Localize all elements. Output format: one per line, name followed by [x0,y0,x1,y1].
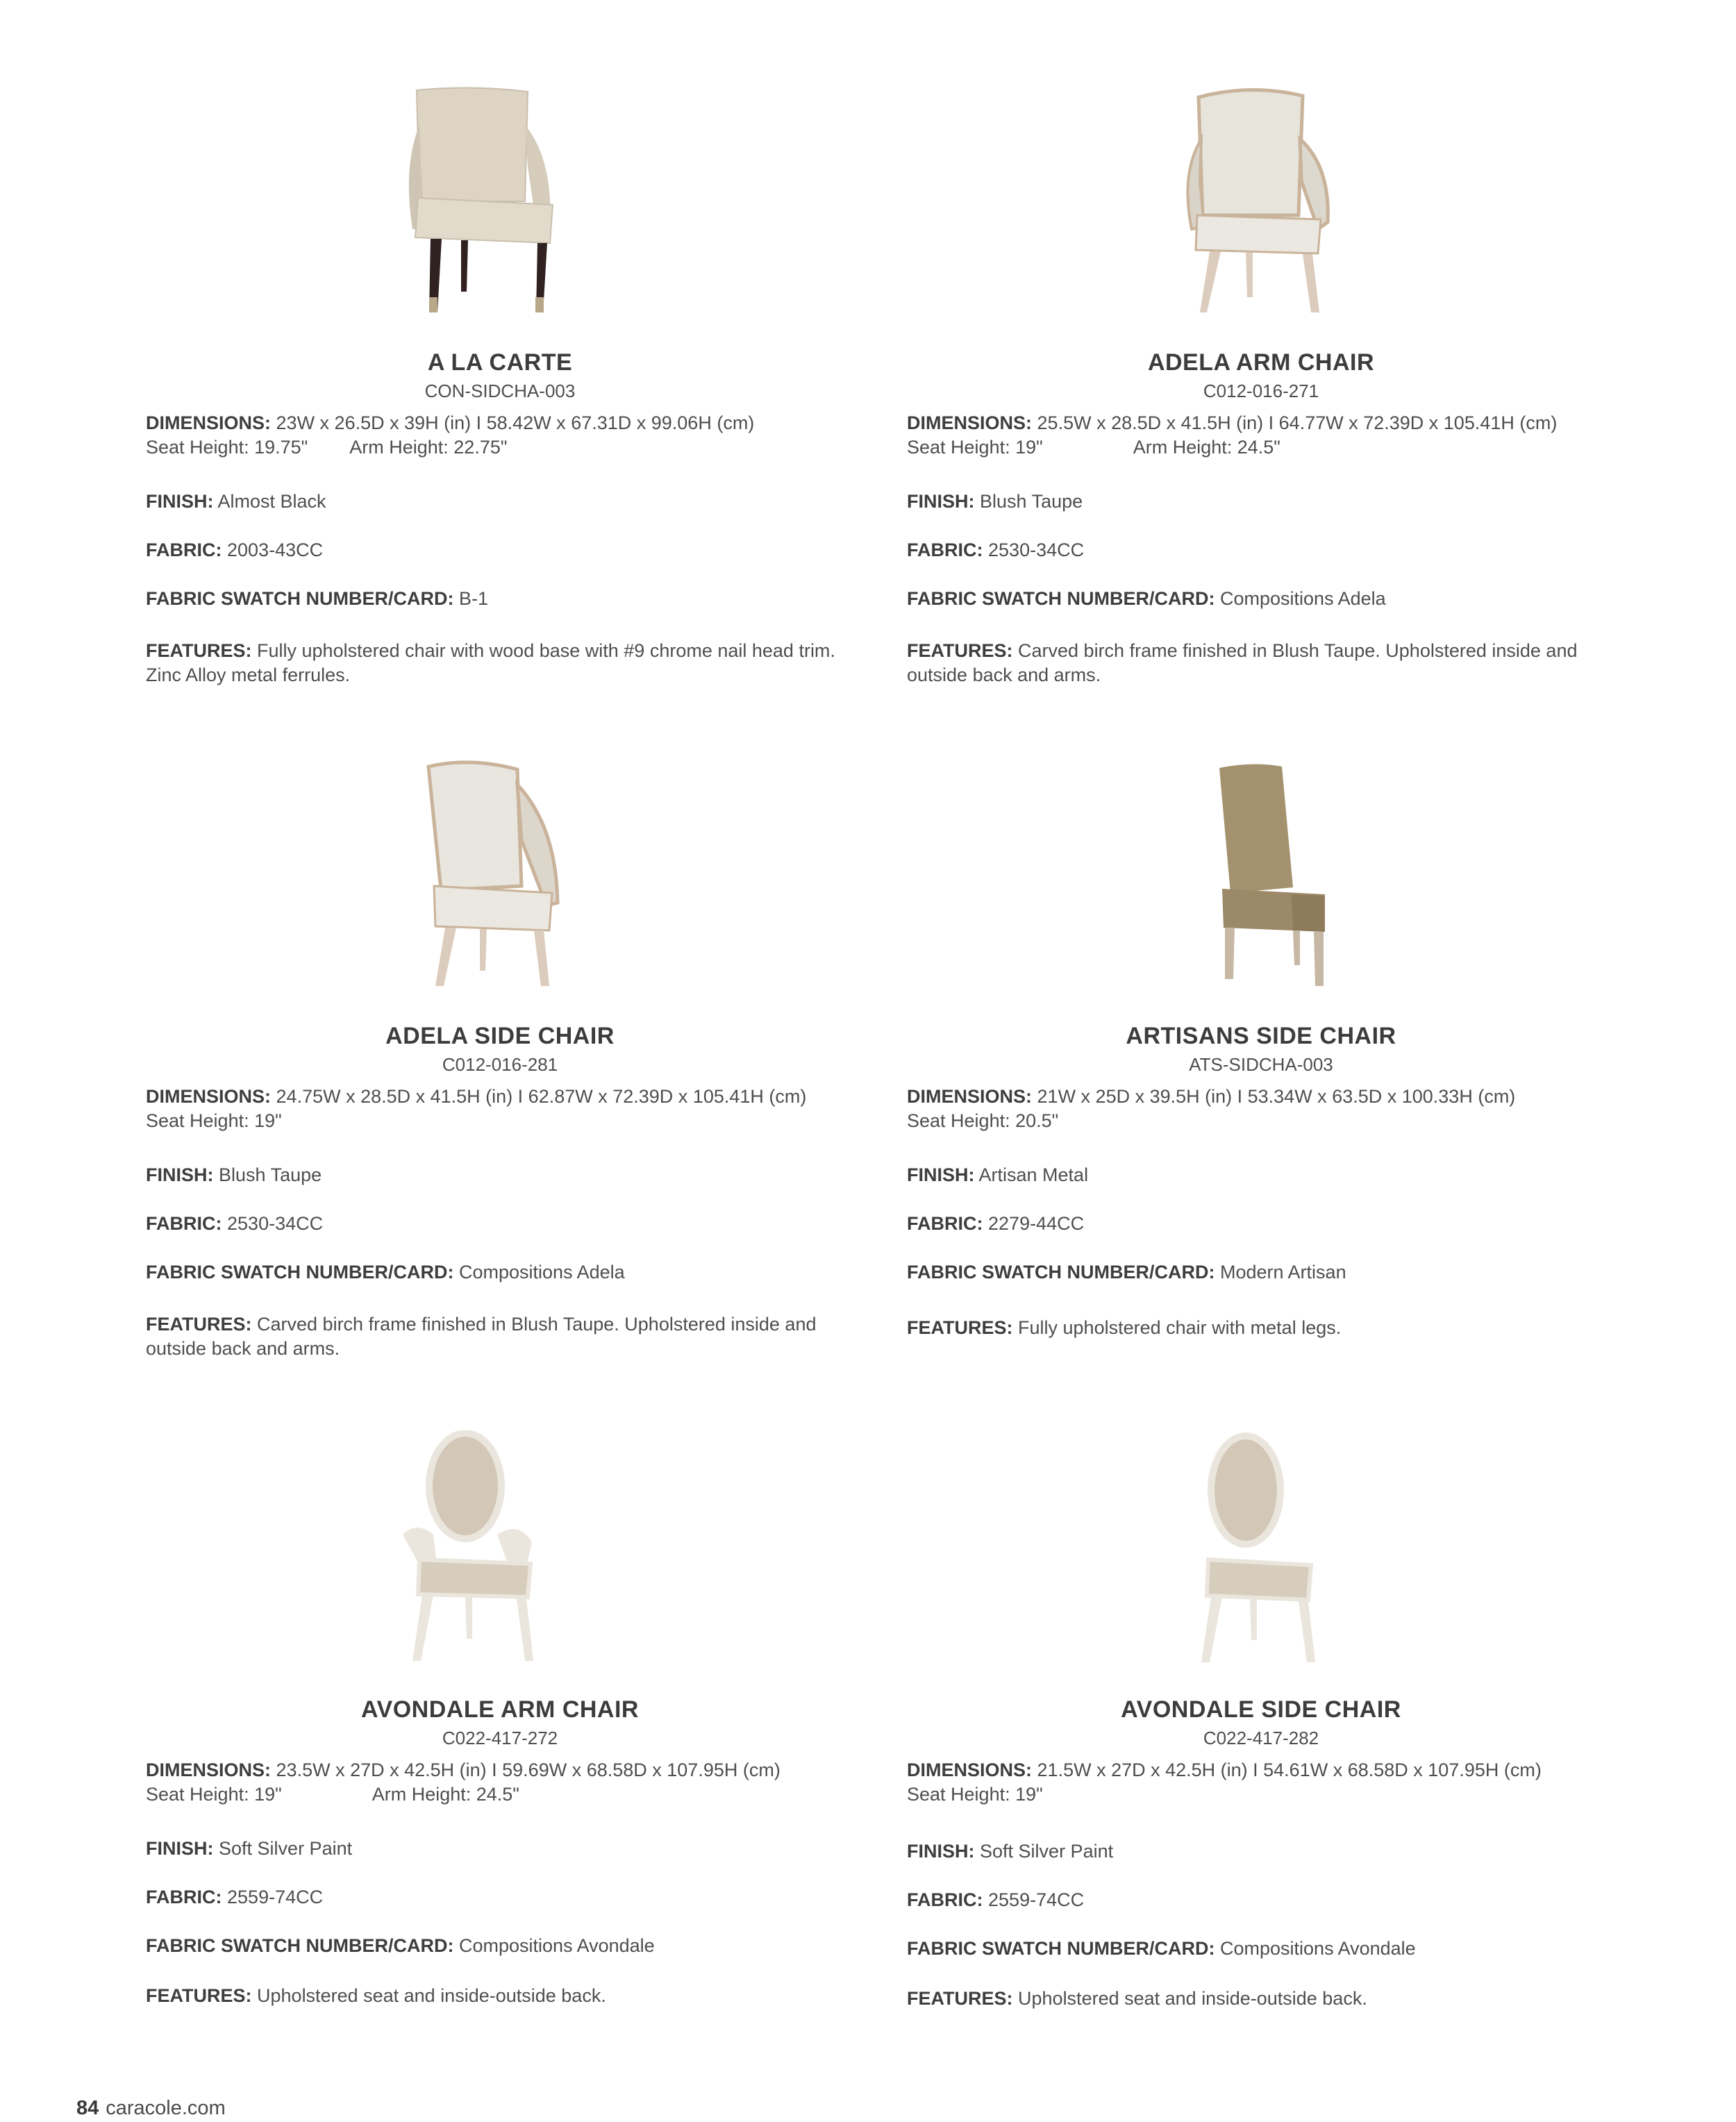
finish-value: Blush Taupe [980,491,1083,512]
swatch-label: FABRIC SWATCH NUMBER/CARD: [146,1262,454,1283]
dimensions-label: DIMENSIONS: [907,1086,1033,1107]
fabric-label: FABRIC: [907,540,983,560]
finish [146,1163,854,1187]
fabric [907,1888,1615,1912]
fabric [907,538,1615,562]
features [907,1316,1615,1340]
features [146,639,854,687]
product-name: ADELA ARM CHAIR [1147,349,1375,376]
swatch-value: B-1 [459,588,489,609]
dimensions-value: 25.5W x 28.5D x 41.5H (in) I 64.77W x 72.39D x 105.41H (cm) [1037,412,1558,433]
seat-height: Seat Height: 19" [146,1784,282,1805]
armchair-blush-icon [1164,83,1344,319]
product-sku: C022-417-282 [1203,1728,1319,1748]
finish [146,490,854,514]
fabric-value: 2559-74CC [988,1889,1085,1910]
product-name: A LA CARTE [427,349,573,376]
features-value: Carved birch frame finished in Blush Taupe. Upholstered inside and outside back and arms. [146,1314,817,1359]
finish-value: Blush Taupe [219,1164,322,1185]
page-footer [76,2097,226,2120]
features [146,1984,854,2008]
features-value: Carved birch frame finished in Blush Taupe. Upholstered inside and outside back and arms. [907,640,1578,685]
swatch-value: Compositions Avondale [459,1935,655,1956]
armchair-dark-legs-icon [389,83,569,319]
dimensions-label: DIMENSIONS: [907,412,1033,433]
fabric-value: 2530-34CC [988,540,1085,560]
product-name: AVONDALE ARM CHAIR [361,1696,639,1723]
fabric [146,1212,854,1236]
fabric-label: FABRIC: [907,1889,983,1910]
features-label: FEATURES: [146,640,252,661]
fabric-value: 2530-34CC [227,1213,324,1234]
side-chair-tan-icon [1164,757,1344,993]
dimensions [146,411,854,460]
dimensions [146,1758,854,1807]
fabric-label: FABRIC: [146,1213,222,1234]
side-chair-blush-icon [392,757,573,993]
dimensions-label: DIMENSIONS: [146,412,272,433]
dimensions-value: 24.75W x 28.5D x 41.5H (in) I 62.87W x 72.39D x 105.41H (cm) [276,1086,807,1107]
features-value: Fully upholstered chair with metal legs. [1018,1317,1342,1338]
product-name: AVONDALE SIDE CHAIR [1121,1696,1401,1723]
fabric-swatch [146,587,854,611]
fabric [146,1885,854,1910]
dimensions [146,1085,854,1133]
swatch-label: FABRIC SWATCH NUMBER/CARD: [907,588,1215,609]
product-sku: CON-SIDCHA-003 [424,381,576,401]
seat-height: Seat Height: 19.75" [146,437,308,458]
product-sku: C012-016-281 [442,1054,558,1075]
swatch-value: Compositions Avondale [1220,1938,1416,1959]
swatch-label: FABRIC SWATCH NUMBER/CARD: [146,1935,454,1956]
fabric-swatch [146,1260,854,1285]
features [907,1987,1615,2011]
finish-value: Almost Black [217,491,326,512]
finish-label: FINISH: [146,491,214,512]
features-label: FEATURES: [146,1314,252,1335]
page-number: 84 [76,2097,99,2119]
product-sku: C012-016-271 [1203,381,1319,401]
swatch-value: Compositions Adela [459,1262,625,1283]
swatch-label: FABRIC SWATCH NUMBER/CARD: [146,588,454,609]
arm-height: Arm Height: 24.5" [372,1784,519,1805]
finish-label: FINISH: [907,1841,975,1862]
fabric-value: 2003-43CC [227,540,324,560]
arm-height: Arm Height: 24.5" [1133,437,1280,458]
website-link[interactable]: caracole.com [106,2097,226,2119]
dimensions-value: 23W x 26.5D x 39H (in) I 58.42W x 67.31D x 99.06H (cm) [276,412,755,433]
fabric-label: FABRIC: [146,540,222,560]
fabric-swatch [146,1934,854,1958]
finish-value: Artisan Metal [978,1164,1089,1185]
seat-height: Seat Height: 20.5" [907,1110,1059,1131]
finish [907,490,1615,514]
dimensions-value: 21W x 25D x 39.5H (in) I 53.34W x 63.5D x 100.33H (cm) [1037,1086,1516,1107]
features [146,1312,854,1361]
swatch-label: FABRIC SWATCH NUMBER/CARD: [907,1938,1215,1959]
dimensions-label: DIMENSIONS: [146,1086,272,1107]
finish-value: Soft Silver Paint [980,1841,1114,1862]
finish-label: FINISH: [146,1164,214,1185]
product-name: ARTISANS SIDE CHAIR [1126,1023,1396,1049]
dimensions [907,411,1615,460]
features-value: Upholstered seat and inside-outside back. [1018,1988,1367,2009]
dimensions [907,1085,1615,1133]
swatch-value: Modern Artisan [1220,1262,1346,1283]
finish-label: FINISH: [146,1838,214,1859]
fabric-swatch [907,1937,1615,1961]
fabric [146,538,854,562]
seat-height: Seat Height: 19" [146,1110,282,1131]
fabric-label: FABRIC: [146,1887,222,1907]
features-value: Upholstered seat and inside-outside back. [257,1985,606,2006]
finish [907,1839,1615,1864]
seat-height: Seat Height: 19" [907,1784,1043,1805]
fabric-value: 2279-44CC [988,1213,1085,1234]
swatch-label: FABRIC SWATCH NUMBER/CARD: [907,1262,1215,1283]
finish-label: FINISH: [907,1164,975,1185]
features-value: Fully upholstered chair with wood base with #9 chrome nail head trim. Zinc Alloy metal ferrules. [146,640,835,685]
dimensions-value: 23.5W x 27D x 42.5H (in) I 59.69W x 68.58D x 107.95H (cm) [276,1760,781,1780]
finish-label: FINISH: [907,491,975,512]
oval-back-side-chair-icon [1164,1430,1344,1666]
fabric [907,1212,1615,1236]
product-name: ADELA SIDE CHAIR [385,1023,615,1049]
fabric-swatch [907,587,1615,611]
dimensions-label: DIMENSIONS: [146,1760,272,1780]
features-label: FEATURES: [907,640,1013,661]
dimensions [907,1758,1615,1807]
seat-height: Seat Height: 19" [907,437,1043,458]
fabric-value: 2559-74CC [227,1887,324,1907]
dimensions-value: 21.5W x 27D x 42.5H (in) I 54.61W x 68.58D x 107.95H (cm) [1037,1760,1542,1780]
product-sku: ATS-SIDCHA-003 [1189,1054,1333,1075]
fabric-swatch [907,1260,1615,1285]
swatch-value: Compositions Adela [1220,588,1386,609]
oval-back-armchair-icon [382,1430,562,1666]
features-label: FEATURES: [907,1317,1013,1338]
product-sku: C022-417-272 [442,1728,558,1748]
finish-value: Soft Silver Paint [219,1838,353,1859]
features [907,639,1615,687]
finish [146,1837,854,1861]
finish [907,1163,1615,1187]
fabric-label: FABRIC: [907,1213,983,1234]
dimensions-label: DIMENSIONS: [907,1760,1033,1780]
arm-height: Arm Height: 22.75" [349,437,508,458]
features-label: FEATURES: [907,1988,1013,2009]
features-label: FEATURES: [146,1985,252,2006]
